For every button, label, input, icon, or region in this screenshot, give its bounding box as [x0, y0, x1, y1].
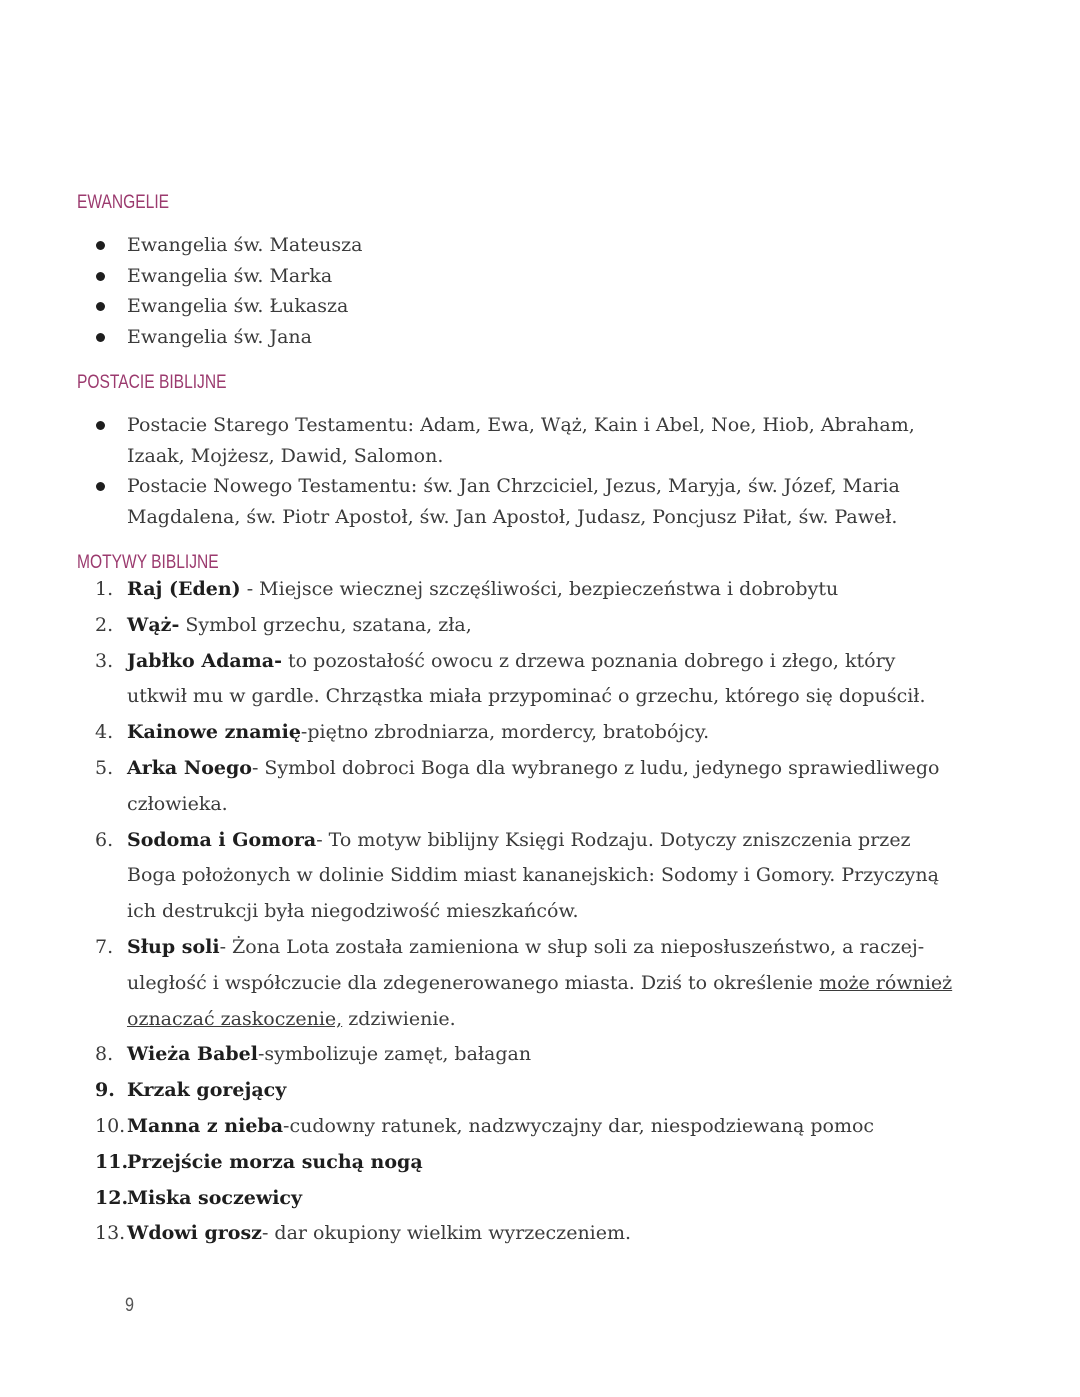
- list-item: 1. Raj (Eden) - Miejsce wiecznej szczęśliwości, bezpieczeństwa i dobrobytu: [95, 578, 839, 600]
- motif-term: Arka Noego: [127, 756, 252, 779]
- motif-description: - To motyw biblijny Księgi Rodzaju. Dotyczy zniszczenia przez Boga położonych w dolinie Siddim miast kananejskich: Sodomy i Gomory. Przyczyną ich destrukcji była niegodziwość mieszkańców.: [127, 828, 939, 923]
- list-item: 11. Przejście morza suchą nogą: [95, 1150, 423, 1173]
- motif-description: to pozostałość owocu z drzewa poznania dobrego i złego, który utkwił mu w gardle. Chrząstka miała przypominać o grzechu, którego się dopuścił.: [127, 649, 926, 708]
- motif-description: - Symbol dobroci Boga dla wybranego z ludu, jedynego sprawiedliwego człowieka.: [127, 756, 940, 815]
- bullet-icon: [96, 482, 105, 491]
- motif-description: - Miejsce wiecznej szczęśliwości, bezpieczeństwa i dobrobytu: [240, 578, 839, 600]
- motywy-list: [0, 572, 957, 1252]
- list-item: 13. Wdowi grosz- dar okupiony wielkim wyrzeczeniem.: [95, 1222, 632, 1245]
- list-item: Postacie Nowego Testamentu: św. Jan Chrzciciel, Jezus, Maryja, św. Józef, Maria Magdalena, św. Piotr Apostoł, św. Jan Apostoł, Judasz, Poncjusz Piłat, św. Paweł.: [0, 471, 957, 532]
- list-item: 5. Arka Noego- Symbol dobroci Boga dla wybranego z ludu, jedynego sprawiedliwego człowieka.: [95, 756, 940, 815]
- bullet-icon: [96, 241, 105, 250]
- motif-description: - Żona Lota została zamieniona w słup soli za nieposłuszeństwo, a raczej-uległość i współczucie dla zdegenerowanego miasta. Dziś to określenie: [127, 935, 925, 994]
- motif-term: Wdowi grosz: [127, 1222, 262, 1245]
- section-heading-ewangelie: EWANGELIE: [77, 192, 170, 213]
- bullet-icon: [96, 272, 105, 281]
- motif-description-tail: zdziwienie.: [342, 1007, 456, 1030]
- motif-description: -piętno zbrodniarza, mordercy, bratobójcy.: [300, 721, 710, 744]
- list-item: 12. Miska soczewicy: [95, 1186, 303, 1209]
- list-item: 10. Manna z nieba-cudowny ratunek, nadzwyczajny dar, niespodziewaną pomoc: [95, 1114, 875, 1137]
- bullet-icon: [96, 302, 105, 311]
- motif-term: Przejście morza suchą nogą: [127, 1150, 423, 1173]
- motif-term: Sodoma i Gomora: [127, 828, 317, 851]
- motif-term: Miska soczewicy: [127, 1186, 303, 1209]
- list-item: 3. Jabłko Adama- to pozostałość owocu z drzewa poznania dobrego i złego, który utkwił mu w gardle. Chrząstka miała przypominać o grzechu, którego się dopuścił.: [95, 649, 926, 708]
- motif-description: -cudowny ratunek, nadzwyczajny dar, niespodziewaną pomoc: [283, 1114, 875, 1137]
- bullet-icon: [96, 333, 105, 342]
- motif-description: Symbol grzechu, szatana, zła,: [179, 613, 472, 636]
- motif-term: Wieża Babel: [127, 1043, 258, 1066]
- page-number: 9: [125, 1295, 134, 1316]
- list-item: 7. Słup soli- Żona Lota została zamieniona w słup soli za nieposłuszeństwo, a raczej-uległość i współczucie dla zdegenerowanego miasta. Dziś to określenie może również oznaczać zaskoczenie, zdziwienie.: [95, 935, 953, 1030]
- motif-term: Jabłko Adama-: [127, 649, 282, 672]
- list-item: 2. Wąż- Symbol grzechu, szatana, zła,: [95, 613, 472, 636]
- list-item: 9. Krzak gorejący: [95, 1079, 287, 1102]
- motif-term: Wąż-: [127, 613, 180, 636]
- list-item: Ewangelia św. Marka: [0, 261, 957, 292]
- list-item: Ewangelia św. Jana: [0, 322, 957, 353]
- section-heading-postacie: POSTACIE BIBLIJNE: [77, 372, 227, 393]
- postacie-list: [0, 410, 957, 532]
- underlined-text: może również oznaczać zaskoczenie,: [127, 971, 953, 1030]
- motif-description: -symbolizuje zamęt, bałagan: [258, 1043, 532, 1066]
- list-item: Ewangelia św. Łukasza: [0, 291, 957, 322]
- motif-term: Manna z nieba: [127, 1114, 284, 1137]
- motif-description: - dar okupiony wielkim wyrzeczeniem.: [261, 1222, 632, 1245]
- list-item: 8. Wieża Babel-symbolizuje zamęt, bałagan: [95, 1043, 532, 1066]
- bullet-icon: [96, 421, 105, 430]
- list-item: 6. Sodoma i Gomora- To motyw biblijny Księgi Rodzaju. Dotyczy zniszczenia przez Boga położonych w dolinie Siddim miast kananejskich: Sodomy i Gomory. Przyczyną ich destrukcji była niegodziwość mieszkańców.: [95, 828, 939, 923]
- motif-term: Raj (Eden): [127, 578, 241, 600]
- list-item: Postacie Starego Testamentu: Adam, Ewa, Wąż, Kain i Abel, Noe, Hiob, Abraham, Izaak, Mojżesz, Dawid, Salomon.: [0, 410, 957, 471]
- list-item: Ewangelia św. Mateusza: [0, 230, 957, 261]
- motif-term: Słup soli: [127, 935, 220, 958]
- motif-term: Kainowe znamię: [127, 721, 301, 744]
- motif-term: Krzak gorejący: [127, 1079, 287, 1102]
- ewangelie-list: [0, 230, 957, 352]
- section-heading-motywy: MOTYWY BIBLIJNE: [77, 552, 219, 573]
- list-item: 4. Kainowe znamię-piętno zbrodniarza, mordercy, bratobójcy.: [95, 721, 710, 744]
